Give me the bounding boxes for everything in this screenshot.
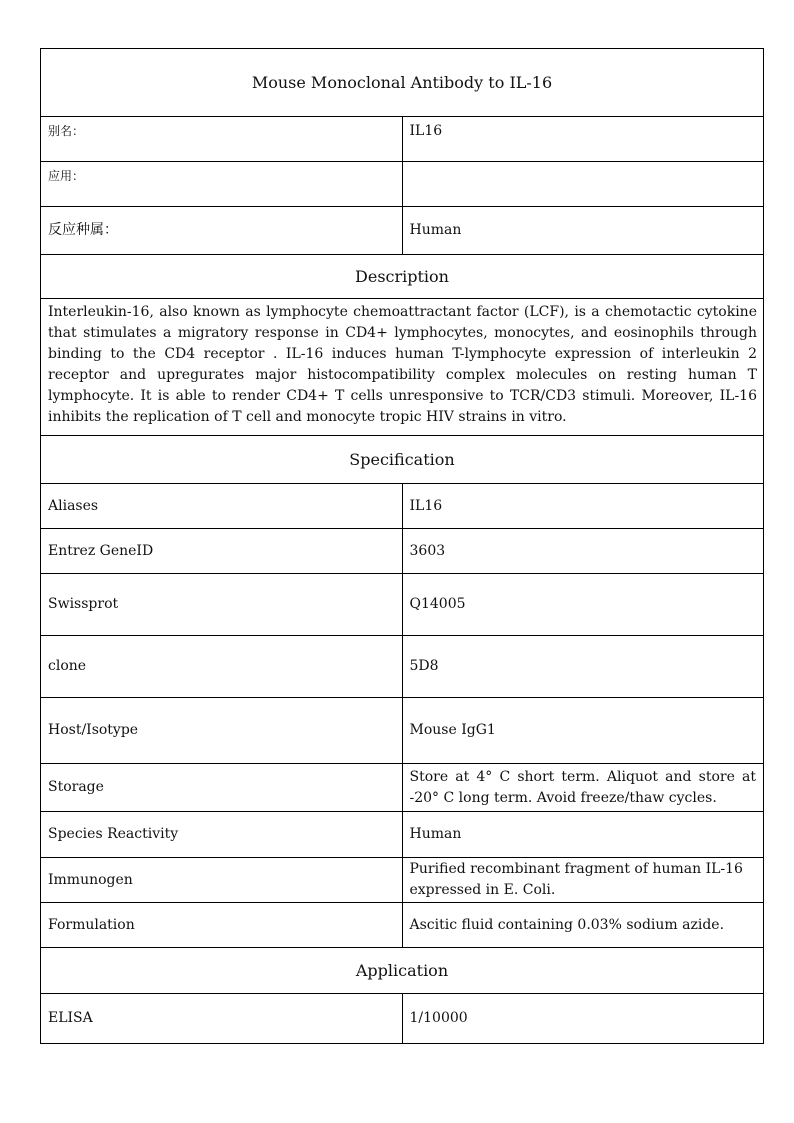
spec-label-clone: clone xyxy=(41,636,403,698)
spec-value-host-isotype: Mouse IgG1 xyxy=(402,698,764,764)
spec-value-species-reactivity: Human xyxy=(402,812,764,858)
application-label-elisa: ELISA xyxy=(41,994,403,1044)
spec-label-host-isotype: Host/Isotype xyxy=(41,698,403,764)
alias-cn-value: IL16 xyxy=(402,117,764,162)
spec-value-swissprot: Q14005 xyxy=(402,574,764,636)
datasheet xyxy=(40,48,764,1044)
specification-heading: Specification xyxy=(41,436,764,484)
reactivity-cn-value: Human xyxy=(402,207,764,255)
description-text: Interleukin-16, also known as lymphocyte chemoattractant factor (LCF), is a chemotactic cytokine that stimulates a migratory response in CD4+ lymphocytes, monocytes, and eosinophils through binding to the CD4 receptor . IL-16 induces human T-lymphocyte expression of interleukin 2 receptor and upregurates major histocompatibility complex molecules on resting human T lymphocyte. It is able to render CD4+ T cells unresponsive to TCR/CD3 stimuli. Moreover, IL-16 inhibits the replication of T cell and monocyte tropic HIV strains in vitro. xyxy=(41,299,764,436)
spec-label-swissprot: Swissprot xyxy=(41,574,403,636)
description-heading: Description xyxy=(41,255,764,299)
application-cn-value xyxy=(402,162,764,207)
spec-label-aliases: Aliases xyxy=(41,484,403,529)
spec-value-aliases: IL16 xyxy=(402,484,764,529)
application-value-elisa: 1/10000 xyxy=(402,994,764,1044)
application-heading: Application xyxy=(41,948,764,994)
spec-label-species-reactivity: Species Reactivity xyxy=(41,812,403,858)
spec-label-immunogen: Immunogen xyxy=(41,858,403,903)
spec-value-formulation: Ascitic fluid containing 0.03% sodium azide. xyxy=(402,903,764,948)
reactivity-cn-label: 反应种属： xyxy=(41,207,403,255)
spec-value-storage: Store at 4° C short term. Aliquot and store at -20° C long term. Avoid freeze/thaw cycles. xyxy=(402,764,764,812)
spec-value-immunogen: Purified recombinant fragment of human IL-16 expressed in E. Coli. xyxy=(402,858,764,903)
spec-label-storage: Storage xyxy=(41,764,403,812)
page-title: Mouse Monoclonal Antibody to IL-16 xyxy=(41,49,764,117)
application-cn-label: 应用： xyxy=(41,162,403,207)
spec-value-entrez-geneid: 3603 xyxy=(402,529,764,574)
alias-cn-label: 别名： xyxy=(41,117,403,162)
spec-label-formulation: Formulation xyxy=(41,903,403,948)
spec-value-clone: 5D8 xyxy=(402,636,764,698)
spec-label-entrez-geneid: Entrez GeneID xyxy=(41,529,403,574)
datasheet-table xyxy=(40,48,764,1044)
